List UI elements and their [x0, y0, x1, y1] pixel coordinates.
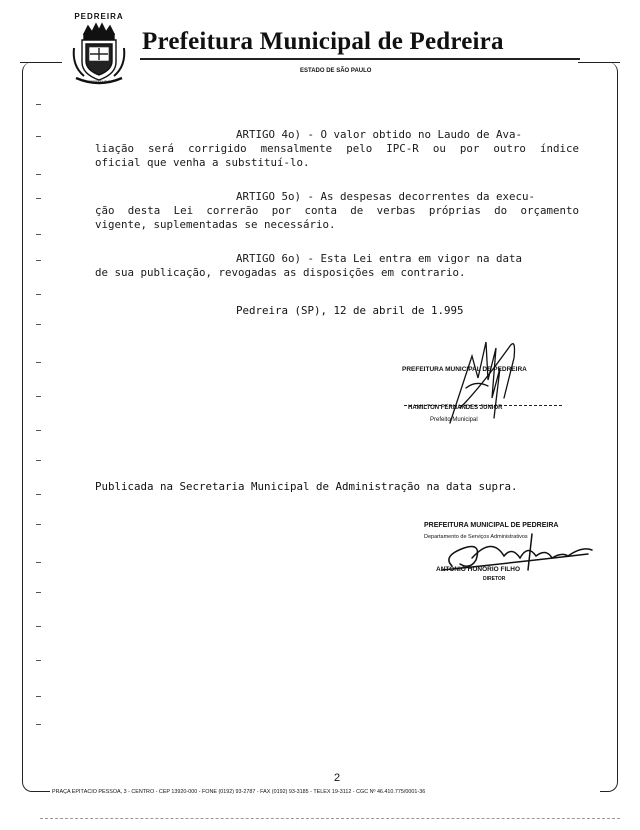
letterhead-title: Prefeitura Municipal de Pedreira	[142, 28, 504, 55]
article-4-line-1: ARTIGO 4o) - O valor obtido no Laudo de Ava-	[236, 128, 523, 141]
director-stamp: PREFEITURA MUNICIPAL DE PEDREIRA	[424, 522, 559, 529]
article-5-line-1: ARTIGO 5o) - As despesas decorrentes da execu-	[236, 190, 536, 203]
crest-name: PEDREIRA	[74, 12, 124, 21]
mayor-signature	[430, 328, 530, 428]
article-4-line-2: liação será corrigido mensalmente pelo IPC-R ou por outro índice	[95, 142, 579, 155]
article-5-line-2: ção desta Lei correrão por conta de verbas próprias do orçamento	[95, 204, 579, 217]
letterhead-state: ESTADO DE SÃO PAULO	[300, 68, 372, 74]
article-6	[95, 252, 579, 280]
director-name: ANTONIO HONORIO FILHO	[436, 566, 521, 573]
mayor-role: Prefeito Municipal	[430, 417, 478, 423]
mayor-stamp: PREFEITURA MUNICIPAL DE PEDREIRA	[402, 366, 527, 373]
footer-address: PRAÇA EPITÁCIO PESSOA, 3 - CENTRO - CEP 13920-000 - FONE (0192) 93-2787 - FAX (0192) 93-3185 - TELEX 19-3112 - CGC Nº 46.410.775/0001-36	[50, 789, 600, 795]
article-4-line-3: oficial que venha a substituí-lo.	[95, 156, 310, 169]
margin-ticks	[36, 100, 42, 740]
director-role: DIRETOR	[483, 576, 506, 582]
article-5	[95, 190, 579, 232]
letterhead-rule	[140, 58, 580, 60]
date-line: Pedreira (SP), 12 de abril de 1.995	[236, 304, 464, 317]
page-number: 2	[334, 772, 341, 784]
publication-line: Publicada na Secretaria Municipal de Administração na data supra.	[95, 480, 518, 493]
article-4	[95, 128, 579, 170]
crest-motto: FORTITUDO	[87, 79, 111, 84]
article-6-line-2: de sua publicação, revogadas as disposições em contrario.	[95, 266, 466, 279]
director-department: Departamento de Serviços Administrativos	[424, 534, 528, 540]
mayor-name: HAMILTON FERNANDES JUNIOR	[408, 405, 503, 411]
article-5-line-3: vigente, suplementadas se necessário.	[95, 218, 336, 231]
article-6-line-1: ARTIGO 6o) - Esta Lei entra em vigor na data	[236, 252, 523, 265]
scan-edge-line	[40, 818, 620, 819]
